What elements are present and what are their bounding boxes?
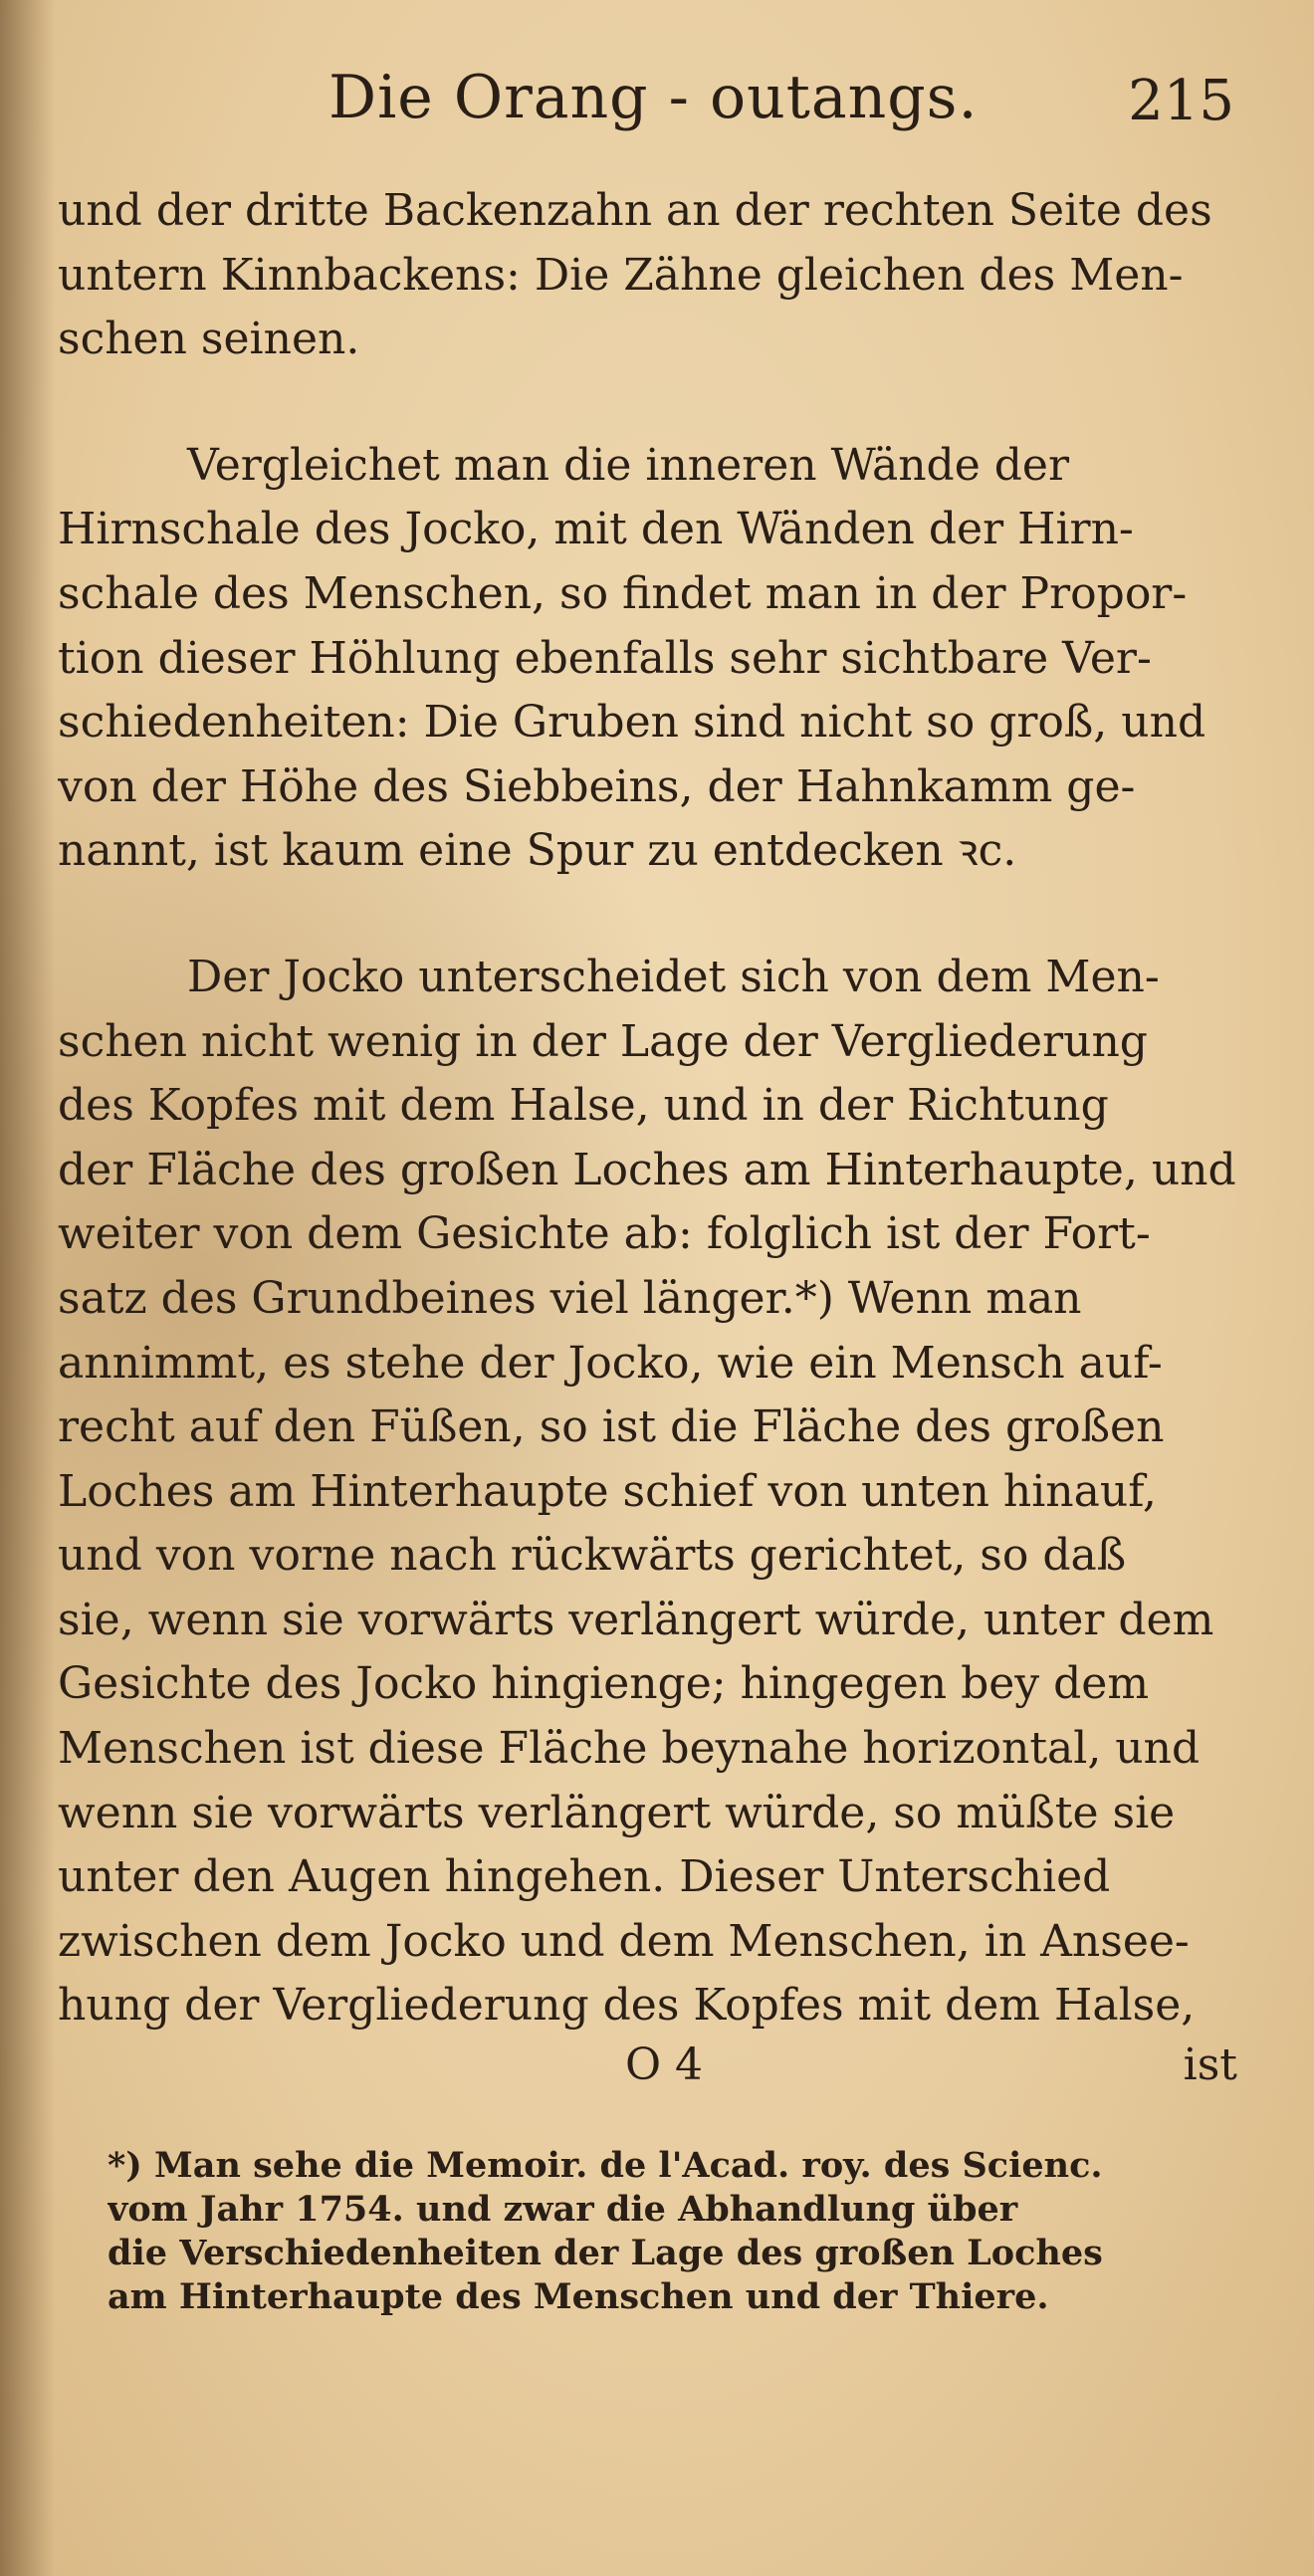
footnote (108, 2144, 1252, 2319)
paragraph-first-line: Vergleichet man die inneren Wände der (187, 439, 1069, 491)
text-line: des Kopfes mit dem Halse, und in der Richtung (58, 1080, 1109, 1132)
text-line: schiedenheiten: Die Gruben sind nicht so groß, und (58, 697, 1206, 749)
text-line: der Fläche des großen Loches am Hinterhaupte, und (58, 1144, 1236, 1195)
text-line: sie, wenn sie vorwärts verlängert würde, unter dem (58, 1594, 1214, 1645)
text-line: annimmt, es stehe der Jocko, wie ein Mensch auf- (58, 1337, 1163, 1389)
text-line: recht auf den Füßen, so ist die Fläche des großen (58, 1401, 1165, 1453)
footnote-line: die Verschiedenheiten der Lage des großen Loches (108, 2233, 1103, 2273)
text-line: wenn sie vorwärts verlängert würde, so müßte sie (58, 1787, 1176, 1838)
body-text (58, 179, 1247, 2039)
text-line: weiter von dem Gesichte ab: folglich ist der Fort- (58, 1208, 1151, 1260)
paragraph-gap (58, 372, 1247, 434)
text-line: unter den Augen hingehen. Dieser Unterschied (58, 1851, 1111, 1903)
text-line: Gesichte des Jocko hingienge; hingegen bey dem (58, 1658, 1150, 1710)
text-line: schale des Menschen, so findet man in der Propor- (58, 567, 1188, 619)
page-number: 215 (1128, 69, 1234, 133)
footnote-line: *) Man sehe die Memoir. de l'Acad. roy. des Scienc. (108, 2145, 1103, 2186)
running-title: Die Orang - outangs. (328, 63, 979, 132)
text-line: untern Kinnbackens: Die Zähne gleichen des Men- (58, 249, 1184, 301)
footnote-line: vom Jahr 1754. und zwar die Abhandlung über (108, 2189, 1018, 2230)
paragraph-gap (58, 884, 1247, 946)
text-line: von der Höhe des Siebbeins, der Hahnkamm ge- (58, 760, 1136, 812)
catchword: ist (1183, 2039, 1237, 2090)
signature-row (58, 2031, 1247, 2100)
text-line: satz des Grundbeines viel länger.*) Wenn man (58, 1272, 1082, 1324)
text-line: schen seinen. (58, 314, 360, 365)
text-line: Hirnschale des Jocko, mit den Wänden der Hirn- (58, 504, 1134, 555)
binding-shadow (0, 0, 55, 2576)
paragraph-first-line: Der Jocko unterscheidet sich von dem Men- (187, 951, 1160, 1002)
text-line: zwischen dem Jocko und dem Menschen, in Ansee- (58, 1915, 1190, 1967)
signature-mark: O 4 (625, 2039, 704, 2090)
text-line: Menschen ist diese Fläche beynahe horizontal, und (58, 1723, 1201, 1775)
text-line: und von vorne nach rückwärts gerichtet, so daß (58, 1530, 1127, 1582)
text-line: nannt, ist kaum eine Spur zu entdecken ꝛc. (58, 825, 1017, 877)
footnote-line: am Hinterhaupte des Menschen und der Thiere. (108, 2276, 1049, 2317)
text-line: Loches am Hinterhaupte schief von unten hinauf, (58, 1465, 1157, 1517)
text-line: schen nicht wenig in der Lage der Vergliederung (58, 1015, 1148, 1067)
text-line: hung der Vergliederung des Kopfes mit dem Halse, (58, 1980, 1196, 2032)
text-line: tion dieser Höhlung ebenfalls sehr sichtbare Ver- (58, 632, 1152, 684)
page-header (0, 58, 1314, 137)
text-line: und der dritte Backenzahn an der rechten Seite des (58, 185, 1212, 236)
